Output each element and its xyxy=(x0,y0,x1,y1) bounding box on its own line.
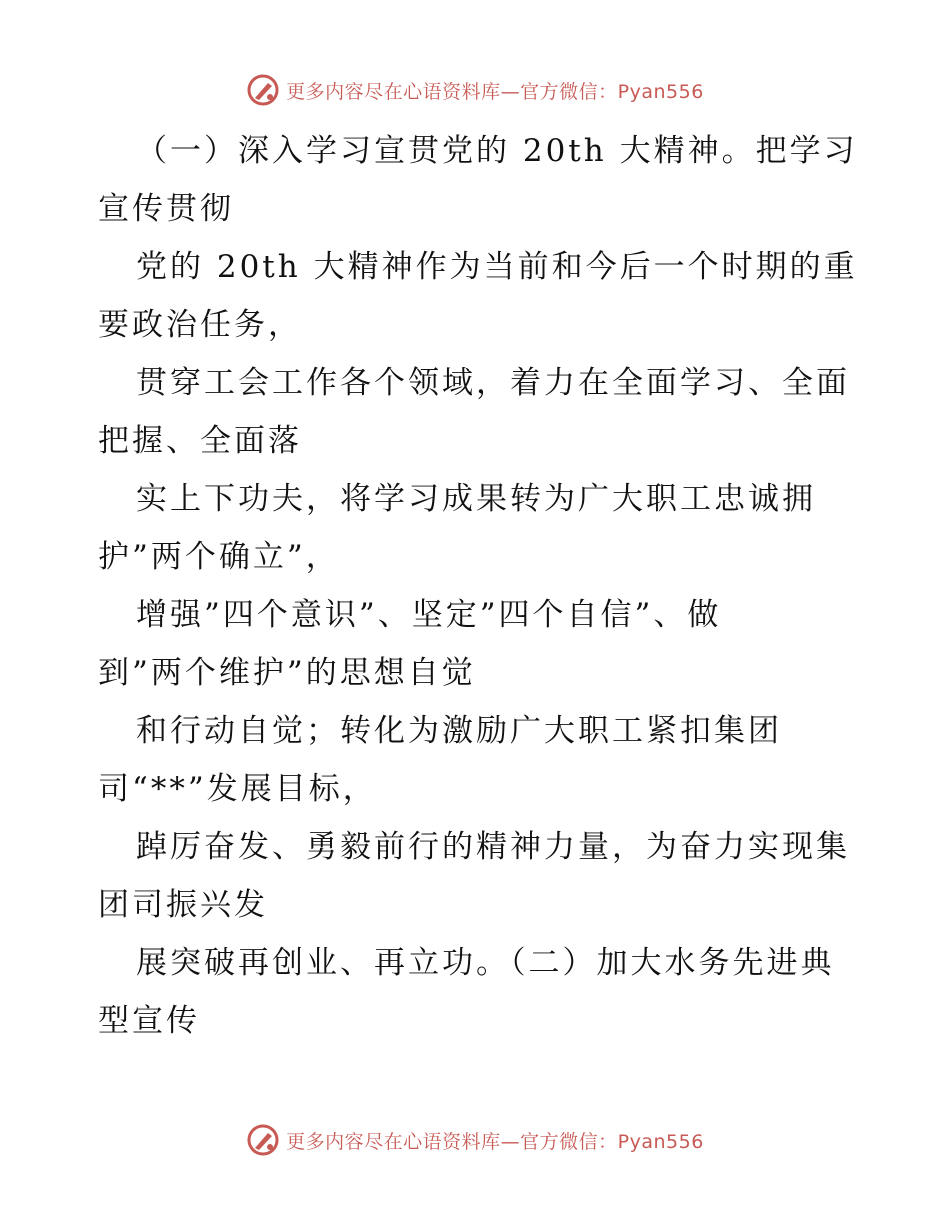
text-line: 型宣传 xyxy=(98,1003,200,1039)
text-line: 司“**”发展目标， xyxy=(98,771,377,807)
footer-watermark xyxy=(0,1120,950,1160)
text-line: 要政治任务， xyxy=(98,307,302,343)
text-line: 到”两个维护”的思想自觉 xyxy=(98,655,476,691)
text-line: 增强”四个意识”、坚定”四个自信”、做 xyxy=(136,597,722,633)
text-line: 党的 20th 大精神作为当前和今后一个时期的重 xyxy=(136,249,858,285)
text-line: 宣传贯彻 xyxy=(98,191,234,227)
pen-seal-logo-icon xyxy=(246,73,280,107)
footer-watermark-text: 更多内容尽在心语资料库—官方微信：Pyan556 xyxy=(286,1130,704,1153)
text-line: 团司振兴发 xyxy=(98,887,268,923)
text-line: 和行动自觉；转化为激励广大职工紧扣集团 xyxy=(136,713,782,749)
text-line: 贯穿工会工作各个领域，着力在全面学习、全面 xyxy=(136,365,850,401)
text-line: 实上下功夫，将学习成果转为广大职工忠诚拥 xyxy=(136,481,816,517)
text-line: 踔厉奋发、勇毅前行的精神力量，为奋力实现集 xyxy=(136,829,850,865)
text-line: 展突破再创业、再立功。（二）加大水务先进典 xyxy=(136,945,835,981)
document-body xyxy=(98,122,858,1050)
header-watermark-text: 更多内容尽在心语资料库—官方微信：Pyan556 xyxy=(286,80,704,103)
header-watermark xyxy=(0,70,950,110)
text-line: 护”两个确立”， xyxy=(98,539,340,575)
text-line: 把握、全面落 xyxy=(98,423,302,459)
text-line: （一）深入学习宣贯党的 20th 大精神。把学习 xyxy=(136,133,858,169)
pen-seal-logo-icon xyxy=(246,1123,280,1157)
